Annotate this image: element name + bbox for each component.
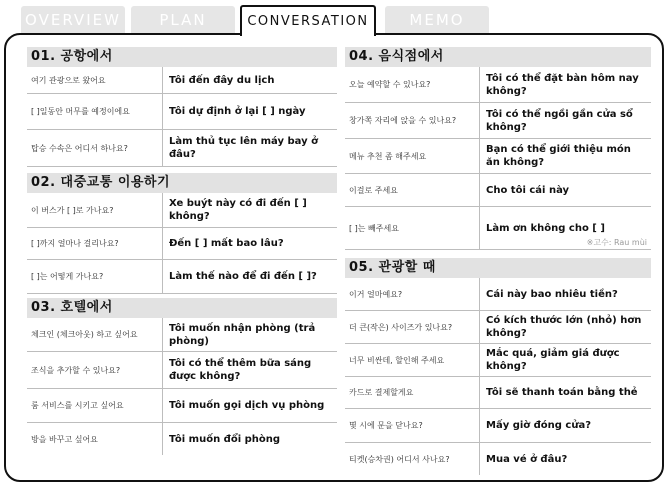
phrase-row <box>27 423 337 455</box>
vietnamese-phrase: Tôi có thể ngồi gần cửa sổ không? <box>479 103 651 138</box>
tab-bar <box>0 0 670 34</box>
korean-phrase: 너무 비싼데, 할인해 주세요 <box>349 355 445 365</box>
vietnamese-phrase: Cho tôi cái này <box>479 174 651 206</box>
phrase-row <box>345 278 651 311</box>
vietnamese-phrase: Làm thủ tục lên máy bay ở đâu? <box>162 130 337 166</box>
vietnamese-phrase: Tôi dự định ở lại [ ] ngày <box>162 94 337 129</box>
korean-phrase: 이걸로 주세요 <box>349 185 398 195</box>
vietnamese-phrase: Tôi đến đây du lịch <box>162 67 337 93</box>
section-restaurant <box>345 47 651 250</box>
vietnamese-phrase: Tôi sẽ thanh toán bằng thẻ <box>479 377 651 408</box>
section-sightseeing <box>345 258 651 475</box>
vietnamese-phrase: Mua vé ở đâu? <box>479 443 651 475</box>
coriander-note: ※고수: Rau mùi <box>586 238 647 247</box>
section-hotel <box>27 298 337 455</box>
phrase-row <box>27 193 337 228</box>
tab-conversation[interactable]: CONVERSATION <box>240 5 376 36</box>
korean-phrase: 이 버스가 [ ]로 가나요? <box>31 205 114 215</box>
korean-phrase: 티켓(승차권) 어디서 사나요? <box>349 454 450 464</box>
phrase-row <box>345 344 651 377</box>
vietnamese-phrase: Tôi có thể thêm bữa sáng được không? <box>162 352 337 388</box>
section-airport <box>27 47 337 167</box>
phrase-row <box>27 318 337 352</box>
korean-phrase: [ ]는 빼주세요 <box>349 223 399 233</box>
phrase-row <box>27 260 337 294</box>
vietnamese-phrase: Tôi muốn gọi dịch vụ phòng <box>162 389 337 422</box>
phrase-row <box>27 389 337 423</box>
vietnamese-phrase: Mấy giờ đóng cửa? <box>479 409 651 442</box>
phrase-row <box>27 130 337 167</box>
phrase-row <box>345 207 651 250</box>
phrase-row <box>345 139 651 174</box>
phrase-row <box>27 228 337 260</box>
korean-phrase: 탑승 수속은 어디서 하나요? <box>31 143 128 153</box>
vietnamese-phrase: Tôi muốn đổi phòng <box>162 423 337 455</box>
section-title: 05. 관광할 때 <box>345 258 651 278</box>
korean-phrase: 메뉴 추천 좀 해주세요 <box>349 151 427 161</box>
korean-phrase: 룸 서비스를 시키고 싶어요 <box>31 401 124 410</box>
korean-phrase: 체크인 (체크아웃) 하고 싶어요 <box>31 330 138 339</box>
phrase-row <box>345 311 651 344</box>
phrase-row <box>27 352 337 389</box>
vietnamese-phrase: Đến [ ] mất bao lâu? <box>162 228 337 259</box>
vietnamese-phrase: Cái này bao nhiêu tiền? <box>479 278 651 310</box>
korean-phrase: 여기 관광으로 왔어요 <box>31 75 106 85</box>
phrase-row <box>345 67 651 103</box>
right-column <box>345 47 651 475</box>
phrase-row <box>345 103 651 139</box>
korean-phrase: 더 큰(작은) 사이즈가 있나요? <box>349 322 453 332</box>
vietnamese-phrase: Có kích thước lớn (nhỏ) hơn không? <box>479 311 651 343</box>
korean-phrase: [ ]는 어떻게 가나요? <box>31 272 104 281</box>
korean-phrase: 조식을 추가할 수 있나요? <box>31 365 121 375</box>
section-title: 01. 공항에서 <box>27 47 337 67</box>
vietnamese-phrase: Bạn có thể giới thiệu món ăn không? <box>479 139 651 173</box>
phrase-row <box>27 94 337 130</box>
phrase-row <box>345 377 651 409</box>
tab-plan[interactable]: PLAN <box>131 6 235 34</box>
tab-overview[interactable]: OVERVIEW <box>21 6 125 34</box>
vietnamese-phrase: Xe buýt này có đi đến [ ] không? <box>162 193 337 227</box>
vietnamese-phrase: Tôi muốn nhận phòng (trả phòng) <box>162 318 337 351</box>
conversation-panel <box>4 33 664 482</box>
korean-phrase: [ ]일동안 머무를 예정이에요 <box>31 107 130 116</box>
section-title: 03. 호텔에서 <box>27 298 337 318</box>
tab-memo[interactable]: MEMO <box>385 6 489 34</box>
phrase-row <box>345 174 651 207</box>
korean-phrase: 오늘 예약할 수 있나요? <box>349 80 431 89</box>
korean-phrase: [ ]까지 얼마나 걸리나요? <box>31 239 119 248</box>
left-column <box>27 47 337 455</box>
korean-phrase: 몇 시에 문을 닫나요? <box>349 421 423 430</box>
vietnamese-phrase: Tôi có thể đặt bàn hôm nay không? <box>479 67 651 102</box>
korean-phrase: 이거 얼마예요? <box>349 289 403 299</box>
section-title: 02. 대중교통 이용하기 <box>27 173 337 193</box>
korean-phrase: 방을 바꾸고 싶어요 <box>31 434 98 444</box>
vietnamese-phrase: Làm ơn không cho [ ] <box>479 207 651 249</box>
vietnamese-phrase: Làm thế nào để đi đến [ ]? <box>162 260 337 293</box>
phrase-row <box>27 67 337 94</box>
phrase-row <box>345 409 651 443</box>
phrase-row <box>345 443 651 475</box>
section-public-transport <box>27 173 337 294</box>
section-title: 04. 음식점에서 <box>345 47 651 67</box>
vietnamese-phrase: Mắc quá, giảm giá được không? <box>479 344 651 376</box>
korean-phrase: 창가쪽 자리에 앉을 수 있나요? <box>349 116 457 125</box>
korean-phrase: 카드로 결제할게요 <box>349 388 414 397</box>
